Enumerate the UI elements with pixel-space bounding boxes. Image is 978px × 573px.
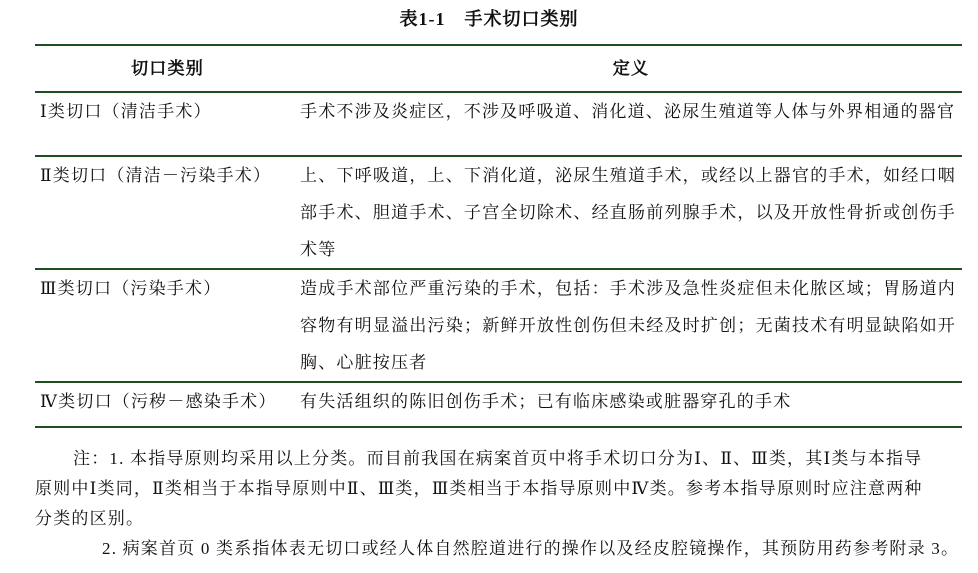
column-header-category: 切口类别: [131, 59, 204, 78]
table-row: [35, 269, 962, 382]
note-line: 注：1. 本指导原则均采用以上分类。而目前我国在病案首页中将手术切口分为Ⅰ、Ⅱ、Ⅲ类，其Ⅰ类与本指导: [73, 449, 923, 468]
table-row: [35, 92, 962, 156]
category-cell: Ⅲ类切口（污染手术）: [40, 279, 222, 298]
column-header-definition: 定义: [612, 59, 650, 78]
table-title: 表1-1 手术切口类别: [399, 9, 579, 29]
note-line: 原则中Ⅰ类同，Ⅱ类相当于本指导原则中Ⅱ、Ⅲ类，Ⅲ类相当于本指导原则中Ⅳ类。参考本指导原则时应注意两种: [35, 479, 923, 498]
category-cell: Ⅰ类切口（清洁手术）: [40, 102, 212, 121]
category-cell: Ⅳ类切口（污秽－感染手术）: [40, 392, 277, 411]
table-header-row: [35, 45, 962, 92]
table-row: [35, 382, 962, 427]
note-line: 分类的区别。: [35, 509, 145, 528]
footnotes: [35, 444, 978, 564]
incision-category-table: [35, 44, 962, 428]
note-line: 2. 病案首页 0 类系指体表无切口或经人体自然腔道进行的操作以及经皮腔镜操作，其预防用药参考附录 3。: [102, 539, 960, 558]
definition-cell: 上、下呼吸道，上、下消化道，泌尿生殖道手术，或经以上器官的手术，如经口咽部手术、胆道手术、子宫全切除术、经直肠前列腺手术，以及开放性骨折或创伤手术等: [300, 166, 956, 259]
category-cell: Ⅱ类切口（清洁－污染手术）: [40, 166, 272, 185]
definition-cell: 手术不涉及炎症区，不涉及呼吸道、消化道、泌尿生殖道等人体与外界相通的器官: [300, 102, 956, 121]
table-row: [35, 156, 962, 269]
definition-cell: 造成手术部位严重污染的手术，包括：手术涉及急性炎症但未化脓区域；胃肠道内容物有明显溢出污染；新鲜开放性创伤但未经及时扩创；无菌技术有明显缺陷如开胸、心脏按压者: [300, 279, 956, 372]
definition-cell: 有失活组织的陈旧创伤手术；已有临床感染或脏器穿孔的手术: [300, 392, 792, 411]
